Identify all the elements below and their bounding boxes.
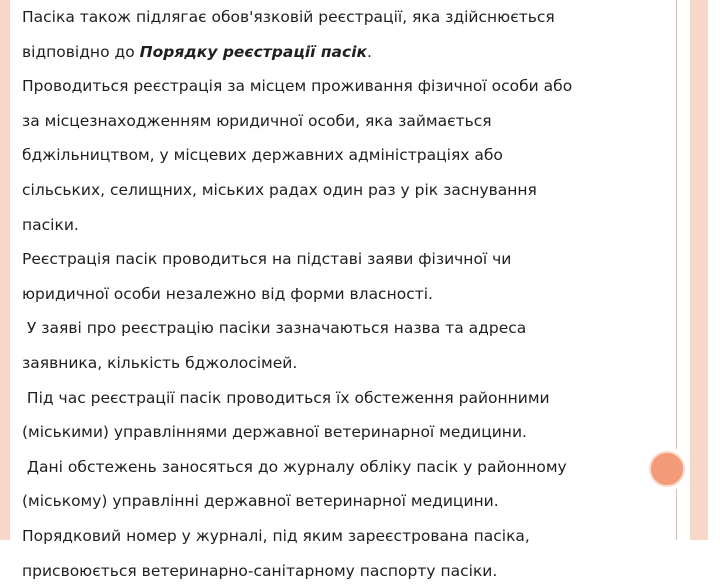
text-line [22, 35, 672, 70]
text-line: Проводиться реєстрація за місцем проживання фізичної особи або [22, 69, 672, 104]
text-line: Пасіка також підлягає обов'язковій реєстрації, яка здійснюється [22, 0, 672, 35]
text-line: (міськими) управліннями державної ветеринарної медицини. [22, 415, 672, 450]
text-line: Дані обстежень заносяться до журналу обліку пасік у районному [22, 450, 672, 485]
text-line: юридичної особи незалежно від форми власності. [22, 277, 672, 312]
text-fragment: відповідно до [22, 43, 140, 61]
text-line: бджільництвом, у місцевих державних адміністраціях або [22, 138, 672, 173]
right-border-strip [690, 0, 708, 540]
text-line: сільських, селищних, міських радах один раз у рік заснування [22, 173, 672, 208]
body-text [22, 0, 672, 588]
text-line: присвоюється ветеринарно-санітарному паспорту пасіки. [22, 554, 672, 588]
text-fragment: . [367, 43, 372, 61]
text-line: пасіки. [22, 208, 672, 243]
text-line: Порядковий номер у журналі, під яким зареєстрована пасіка, [22, 519, 672, 554]
text-line: У заяві про реєстрацію пасіки зазначаються назва та адреса [22, 311, 672, 346]
text-line: Реєстрація пасік проводиться на підставі заяви фізичної чи [22, 242, 672, 277]
text-line: Під час реєстрації пасік проводиться їх обстеження районними [22, 381, 672, 416]
left-border-strip [0, 0, 10, 540]
emphasized-reference: Порядку реєстрації пасік [140, 43, 367, 61]
text-line: за місцезнаходженням юридичної особи, яка займається [22, 104, 672, 139]
text-line: (міському) управлінні державної ветеринарної медицини. [22, 484, 672, 519]
text-line: заявника, кількість бджолосімей. [22, 346, 672, 381]
